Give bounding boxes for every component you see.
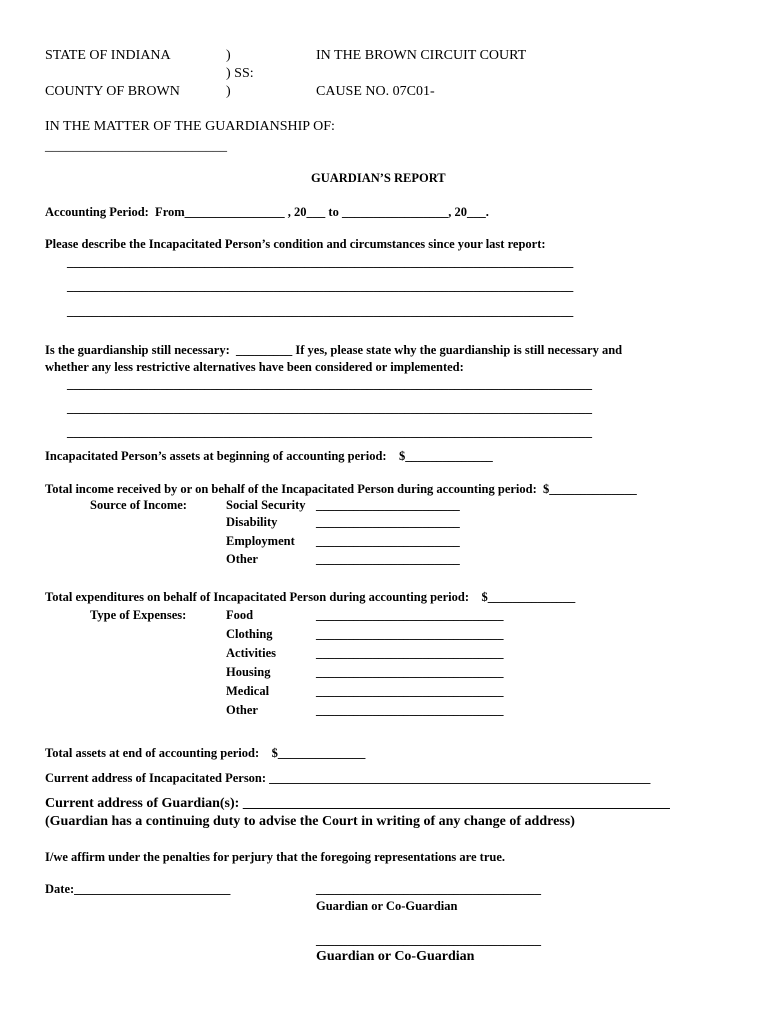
expense-item-blank: ______________________________	[316, 627, 504, 641]
ward-name-blank: __________________________	[45, 139, 227, 154]
date-field: Date:_________________________	[45, 882, 231, 896]
signature-line: ____________________________________	[316, 882, 541, 896]
income-item-label: Employment	[226, 534, 295, 548]
income-source-label: Source of Income:	[90, 498, 187, 512]
caption-paren: )	[226, 84, 231, 99]
expense-item-blank: ______________________________	[316, 646, 504, 660]
signature-line: ____________________________________	[316, 933, 541, 947]
expense-item-label: Medical	[226, 684, 270, 698]
income-item-blank: _______________________	[316, 534, 460, 548]
alternatives-prompt: whether any less restrictive alternatives have been considered or implemented:	[45, 360, 464, 374]
county-label: COUNTY OF BROWN	[45, 84, 180, 99]
expense-item-label: Other	[226, 703, 258, 717]
caption-paren: )	[226, 48, 231, 63]
answer-line: _________________________________________________________________________________	[67, 304, 574, 318]
income-item-label: Social Security	[226, 498, 306, 512]
matter-heading: IN THE MATTER OF THE GUARDIANSHIP OF:	[45, 119, 335, 134]
expense-item-label: Activities	[226, 646, 276, 660]
income-item-blank: _______________________	[316, 515, 460, 529]
answer-line: _________________________________________________________________________________	[67, 255, 574, 269]
state-label: STATE OF INDIANA	[45, 48, 171, 63]
answer-line: ____________________________________________________________________________________	[67, 401, 592, 415]
expense-item-blank: ______________________________	[316, 665, 504, 679]
income-item-blank: _______________________	[316, 498, 460, 512]
expense-type-label: Type of Expenses:	[90, 608, 187, 622]
address-guardian: Current address of Guardian(s): _____________________________________________________________	[45, 796, 670, 811]
income-item-blank: _______________________	[316, 552, 460, 566]
answer-line: _________________________________________________________________________________	[67, 279, 574, 293]
accounting-period: Accounting Period: From________________ , 20___ to _________________, 20___.	[45, 205, 489, 219]
condition-prompt: Please describe the Incapacitated Person’s condition and circumstances since your last report:	[45, 237, 546, 251]
assets-end: Total assets at end of accounting period: $______________	[45, 746, 366, 760]
caption-ss: ) SS:	[226, 66, 254, 81]
income-item-label: Disability	[226, 515, 278, 529]
necessity-prompt: Is the guardianship still necessary: _________ If yes, please state why the guardianship is still necessary and	[45, 343, 623, 357]
assets-beginning: Incapacitated Person’s assets at beginning of accounting period: $______________	[45, 449, 493, 463]
form-title: GUARDIAN’S REPORT	[311, 171, 446, 185]
expense-item-blank: ______________________________	[316, 608, 504, 622]
expense-item-label: Housing	[226, 665, 271, 679]
expense-item-blank: ______________________________	[316, 684, 504, 698]
perjury-affirmation: I/we affirm under the penalties for perjury that the foregoing representations are true.	[45, 850, 506, 864]
answer-line: ____________________________________________________________________________________	[67, 425, 592, 439]
income-total: Total income received by or on behalf of the Incapacitated Person during accounting period: $______________	[45, 482, 637, 496]
expense-item-label: Clothing	[226, 627, 273, 641]
signature-caption: Guardian or Co-Guardian	[316, 899, 458, 913]
court-name: IN THE BROWN CIRCUIT COURT	[316, 48, 527, 63]
change-of-address-note: (Guardian has a continuing duty to advise the Court in writing of any change of address)	[45, 814, 575, 829]
address-incapacitated-person: Current address of Incapacitated Person: _____________________________________________________________	[45, 771, 651, 785]
expense-item-label: Food	[226, 608, 254, 622]
income-item-label: Other	[226, 552, 258, 566]
expense-item-blank: ______________________________	[316, 703, 504, 717]
cause-number: CAUSE NO. 07C01-	[316, 84, 435, 99]
expenditures-total: Total expenditures on behalf of Incapacitated Person during accounting period: $______________	[45, 590, 576, 604]
signature-caption: Guardian or Co-Guardian	[316, 949, 475, 964]
answer-line: ____________________________________________________________________________________	[67, 377, 592, 391]
